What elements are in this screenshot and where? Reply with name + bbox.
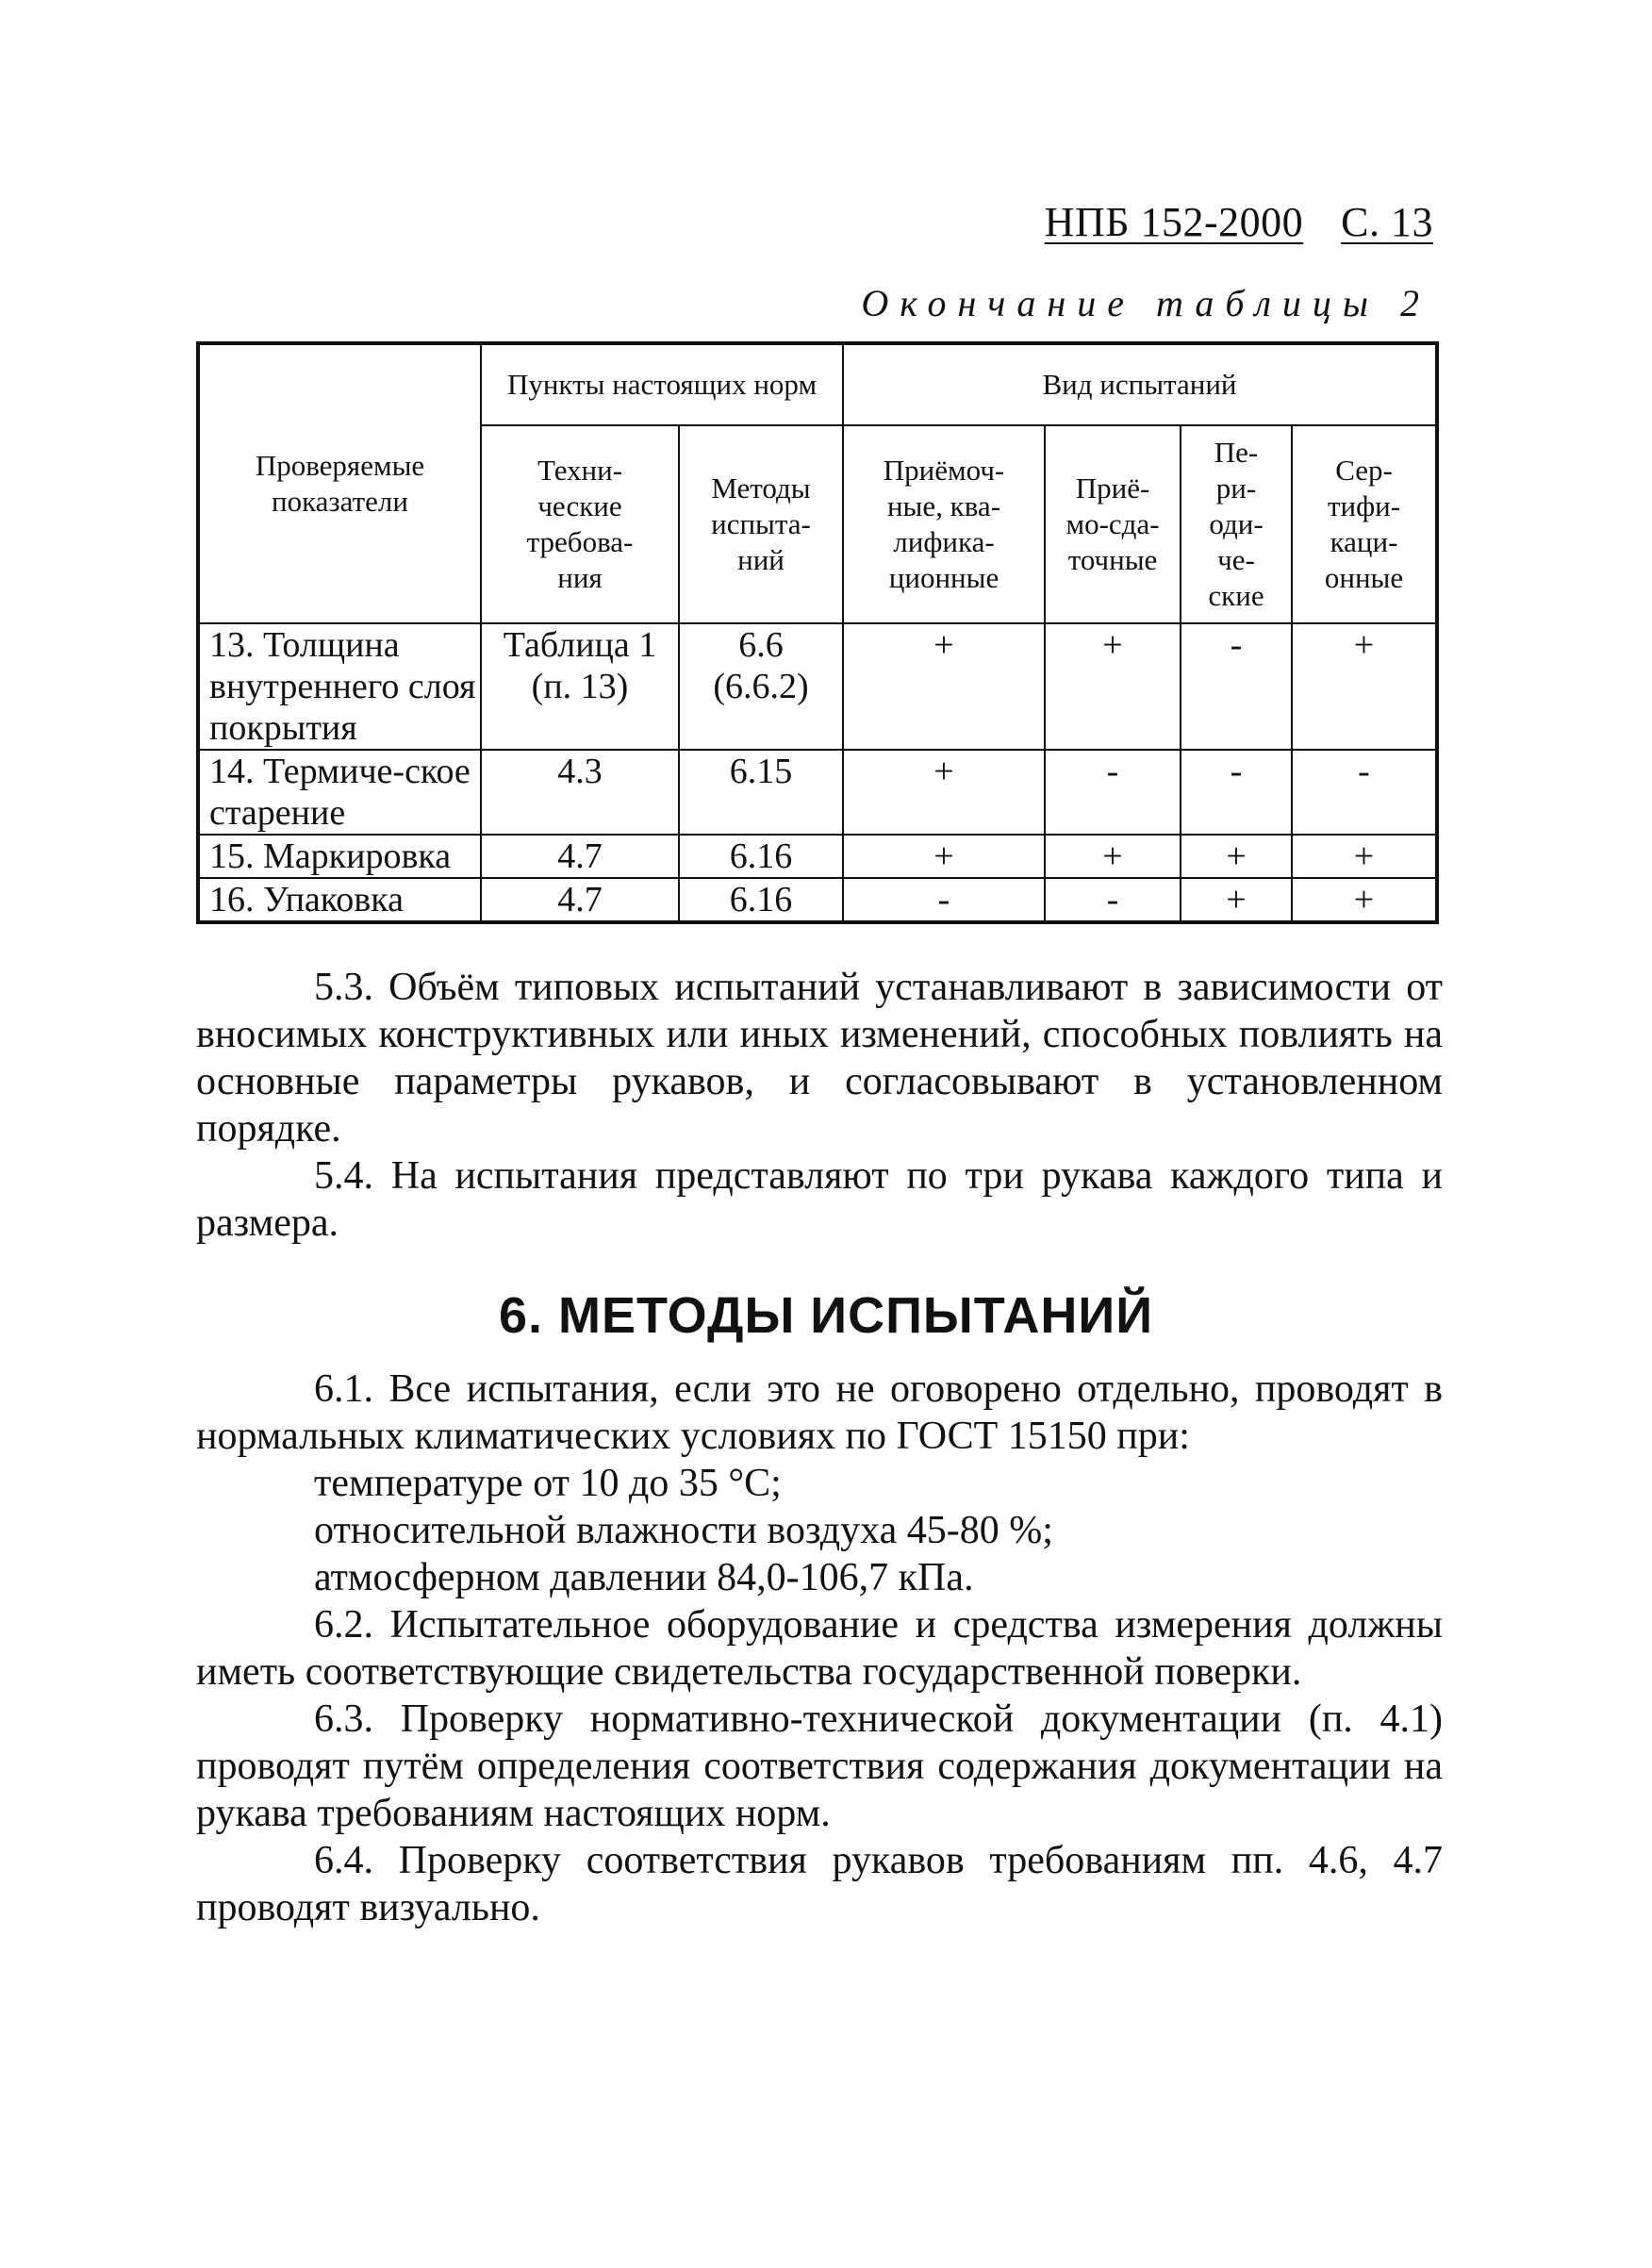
paragraph-6-2: 6.2. Испытательное оборудование и средства измерения должны иметь соответствующие свидетельства государственной поверки.	[196, 1603, 1443, 1694]
section-5-text	[196, 964, 1443, 1247]
cell-periodic: -	[1181, 623, 1292, 750]
header-indicators: Проверяемые показатели	[198, 343, 481, 623]
cell-tech: 4.3	[481, 750, 679, 835]
header-clauses-group: Пункты настоящих норм	[481, 343, 843, 425]
cell-periodic: -	[1181, 750, 1292, 835]
paragraph-6-4: 6.4. Проверку соответствия рукавов требованиям пп. 4.6, 4.7 проводят визуально.	[196, 1839, 1443, 1929]
running-header	[1045, 198, 1433, 246]
paragraph-5-3: 5.3. Объём типовых испытаний устанавливают в зависимости от вносимых конструктивных или иных изменений, способных повлиять на основные параметры рукавов, и согласовывают в установленном порядке.	[196, 966, 1443, 1151]
header-certification: Сер- тифи- каци- онные	[1292, 425, 1437, 623]
table-row	[198, 878, 1437, 922]
header-tests-group: Вид испытаний	[843, 343, 1437, 425]
cell-certification: +	[1292, 623, 1437, 750]
table-row	[198, 750, 1437, 835]
header-delivery: Приё- мо-сда- точные	[1045, 425, 1181, 623]
cell-tech: Таблица 1 (п. 13)	[481, 623, 679, 750]
cell-certification: +	[1292, 878, 1437, 922]
cell-indicator: 15. Маркировка	[198, 835, 481, 878]
table-header-row	[198, 343, 1437, 425]
cell-acceptance: +	[843, 623, 1045, 750]
header-periodic: Пе- ри- оди- че- ские	[1181, 425, 1292, 623]
cell-method: 6.6 (6.6.2)	[679, 623, 843, 750]
cell-periodic: +	[1181, 878, 1292, 922]
cell-periodic: +	[1181, 835, 1292, 878]
section-6-text	[196, 1366, 1443, 1931]
doc-code: НПБ 152-2000	[1044, 199, 1304, 245]
cell-indicator: 14. Термиче-ское старение	[198, 750, 481, 835]
paragraph-6-3: 6.3. Проверку нормативно-технической документации (п. 4.1) проводят путём определения соответствия содержания документации на рукава требованиям настоящих норм.	[196, 1697, 1443, 1835]
header-acceptance: Приёмоч- ные, ква- лифика- ционные	[843, 425, 1045, 623]
table-row	[198, 835, 1437, 878]
page-number: С. 13	[1341, 199, 1433, 245]
cell-acceptance: +	[843, 835, 1045, 878]
cell-method: 6.16	[679, 878, 843, 922]
cell-delivery: -	[1045, 750, 1181, 835]
cell-delivery: +	[1045, 835, 1181, 878]
condition-pressure: атмосферном давлении 84,0-106,7 кПа.	[314, 1556, 974, 1599]
condition-humidity: относительной влажности воздуха 45-80 %;	[314, 1509, 1053, 1552]
cell-method: 6.16	[679, 835, 843, 878]
cell-certification: -	[1292, 750, 1437, 835]
cell-delivery: +	[1045, 623, 1181, 750]
cell-acceptance: +	[843, 750, 1045, 835]
table-caption: Окончание таблицы 2	[861, 282, 1430, 324]
cell-indicator: 16. Упаковка	[198, 878, 481, 922]
paragraph-5-4: 5.4. На испытания представляют по три рукава каждого типа и размера.	[196, 1154, 1443, 1245]
cell-indicator: 13. Толщина внутреннего слоя покрытия	[198, 623, 481, 750]
paragraph-6-1: 6.1. Все испытания, если это не оговорено отдельно, проводят в нормальных климатических условиях по ГОСТ 15150 при:	[196, 1367, 1443, 1458]
cell-method: 6.15	[679, 750, 843, 835]
cell-acceptance: -	[843, 878, 1045, 922]
cell-delivery: -	[1045, 878, 1181, 922]
section-6-title: 6. МЕТОДЫ ИСПЫТАНИЙ	[499, 1287, 1153, 1344]
table-row	[198, 623, 1437, 750]
cell-tech: 4.7	[481, 835, 679, 878]
condition-temperature: температуре от 10 до 35 °С;	[314, 1462, 782, 1505]
header-tech-req: Техни- ческие требова- ния	[481, 425, 679, 623]
cell-tech: 4.7	[481, 878, 679, 922]
header-methods: Методы испыта- ний	[679, 425, 843, 623]
cell-certification: +	[1292, 835, 1437, 878]
tests-table	[196, 341, 1439, 924]
